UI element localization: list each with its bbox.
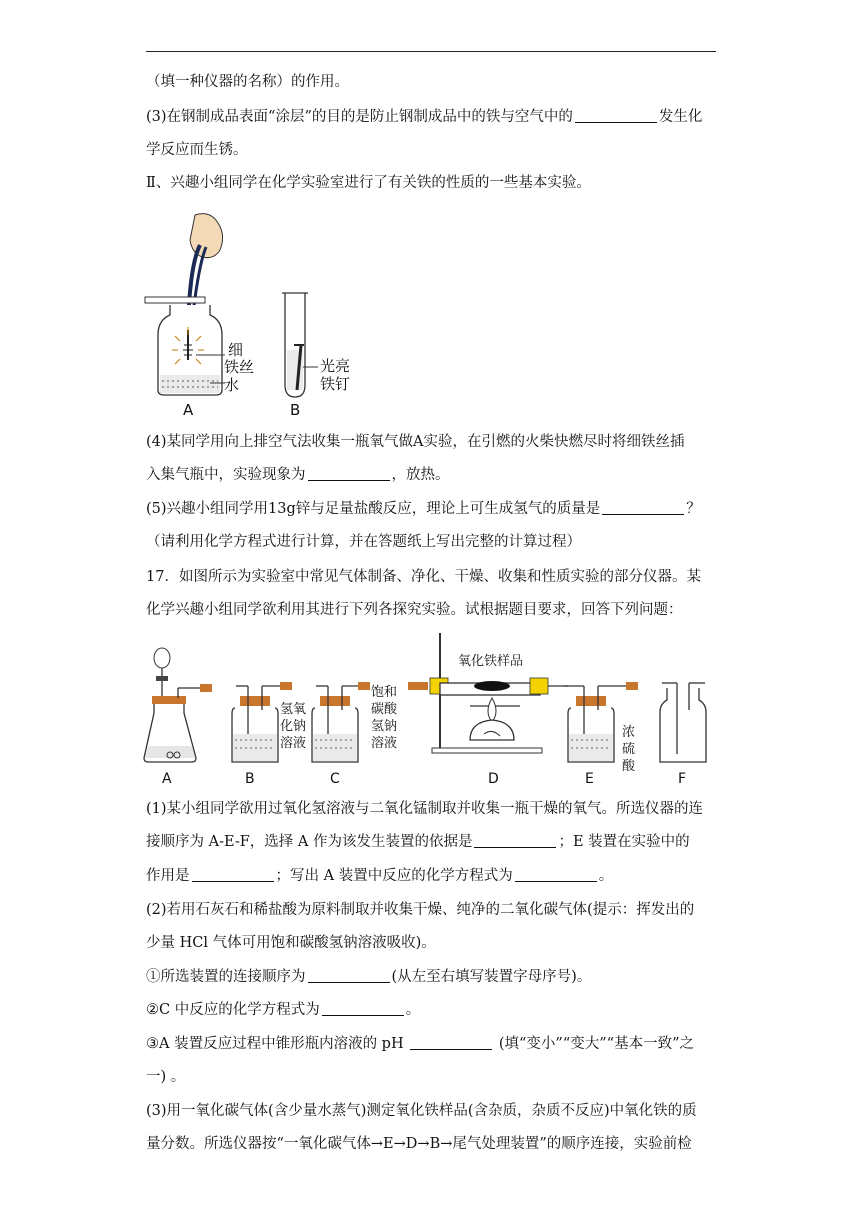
svg-text:氢钠: 氢钠 [371, 719, 398, 734]
svg-text:B: B [290, 401, 301, 419]
svg-text:溶液: 溶液 [280, 736, 307, 751]
apparatus-a-icon [144, 648, 212, 762]
svg-text:A: A [162, 771, 172, 787]
question-3: (3)在钢制成品表面“涂层”的目的是防止钢制成品中的铁与空气中的 发生化 [146, 109, 703, 125]
svg-text:化钠: 化钠 [280, 719, 307, 734]
iron-experiment-figure [140, 205, 380, 420]
question-17-2-cont: 少量 HCl 气体可用饱和碳酸氢钠溶液吸收)。 [146, 935, 436, 951]
question-17-3-cont: 量分数。所选仪器按“一氧化碳气体→E→D→B→尾气处理装置”的顺序连接，实验前检 [146, 1136, 692, 1152]
alcohol-lamp-icon [470, 720, 514, 740]
question-5-note: （请利用化学方程式进行计算，并在答题纸上写出完整的计算过程） [146, 534, 581, 550]
svg-text:铁钉: 铁钉 [320, 375, 351, 393]
section-heading: Ⅱ、兴趣小组同学在化学实验室进行了有关铁的性质的一些基本实验。 [146, 175, 591, 191]
question-17-1-cont: 作用是 ；写出 A 装置中反应的化学方程式为 。 [146, 868, 614, 884]
answer-blank[interactable] [474, 833, 556, 848]
question-4-cont: 入集气瓶中，实验现象为 ，放热。 [146, 467, 450, 483]
svg-text:氢氧: 氢氧 [280, 702, 307, 717]
question-4: (4)某同学用向上排空气法收集一瓶氧气做A实验，在引燃的火柴快燃尽时将细铁丝插 [146, 434, 685, 450]
svg-text:D: D [488, 771, 499, 787]
question-17-2: (2)若用石灰石和稀盐酸为原料制取并收集干燥、纯净的二氧化碳气体(提示：挥发出的 [146, 902, 695, 918]
svg-text:酸: 酸 [622, 759, 636, 774]
apparatus-d-icon [408, 633, 568, 753]
question-17-2-2: ②C 中反应的化学方程式为 。 [146, 1002, 421, 1018]
svg-text:浓: 浓 [622, 725, 636, 740]
answer-blank[interactable] [192, 867, 274, 882]
apparatus-c-icon [312, 682, 370, 762]
svg-text:E: E [585, 771, 594, 787]
question-17-2-3-cont: 一) 。 [146, 1069, 186, 1085]
svg-text:水: 水 [224, 376, 240, 394]
svg-text:溶液: 溶液 [371, 736, 398, 751]
answer-blank[interactable] [410, 1035, 492, 1050]
svg-text:氧化铁样品: 氧化铁样品 [458, 654, 524, 669]
apparatus-figure [140, 628, 720, 788]
svg-text:C: C [330, 771, 340, 787]
answer-blank[interactable] [308, 466, 390, 481]
answer-blank[interactable] [575, 108, 657, 123]
question-17-1-cont: 接顺序为 A-E-F，选择 A 作为该发生装置的依据是 ；E 装置在实验中的 [146, 834, 690, 850]
apparatus-f-icon [660, 683, 706, 762]
question-5: (5)兴趣小组同学用13g锌与足量盐酸反应，理论上可生成氢气的质量是 ？ [146, 501, 701, 517]
svg-text:F: F [678, 771, 687, 787]
question-17-2-3: ③A 装置反应过程中锥形瓶内溶液的 pH (填“变小”“变大”“基本一致”之 [146, 1036, 694, 1052]
svg-text:碳酸: 碳酸 [371, 702, 398, 717]
svg-text:光亮: 光亮 [320, 357, 351, 375]
svg-text:细: 细 [228, 341, 244, 359]
question-17-3: (3)用一氧化碳气体(含少量水蒸气)测定氧化铁样品(含杂质，杂质不反应)中氧化铁的质 [146, 1103, 697, 1119]
question-17: 17．如图所示为实验室中常见气体制备、净化、干燥、收集和性质实验的部分仪器。某 [146, 569, 701, 585]
header-rule [146, 51, 716, 52]
svg-text:饱和: 饱和 [371, 685, 398, 700]
svg-text:铁丝: 铁丝 [224, 358, 255, 376]
question-17-cont: 化学兴趣小组同学欲利用其进行下列各探究实验。试根据题目要求，回答下列问题： [146, 602, 683, 618]
answer-blank[interactable] [515, 867, 597, 882]
svg-text:B: B [245, 771, 255, 787]
svg-text:A: A [183, 401, 194, 419]
hand-icon [190, 214, 223, 258]
question-17-1: (1)某小组同学欲用过氧化氢溶液与二氧化锰制取并收集一瓶干燥的氧气。所选仪器的连 [146, 801, 704, 817]
text-line: （填一种仪器的名称）的作用。 [146, 74, 349, 90]
answer-blank[interactable] [322, 1001, 404, 1016]
answer-blank[interactable] [602, 500, 684, 515]
text-line: 学反应而生锈。 [146, 142, 248, 158]
svg-text:硫: 硫 [622, 742, 636, 757]
question-17-2-1: ①所选装置的连接顺序为 (从左至右填写装置字母序号)。 [146, 969, 592, 985]
answer-blank[interactable] [308, 968, 390, 983]
